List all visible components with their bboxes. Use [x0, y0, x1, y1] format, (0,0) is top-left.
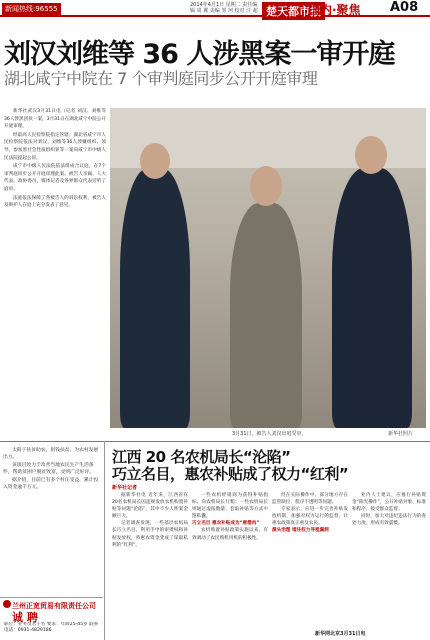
- ad-body-text: 职位：业务员若干名 要求：年龄25-45岁 联系电话：0931-4829186: [4, 622, 99, 633]
- photo-head-defendant: [250, 166, 282, 206]
- news-hotline: 新闻热线:96555: [2, 3, 61, 15]
- sidebar-paragraph: 该项目致力于改善当地农民生产生活条件，帮助贫困户脱贫致富，受到广泛好评。: [3, 462, 95, 476]
- second-story-column-1: [112, 492, 188, 640]
- lead-paragraph: 咸宁市中级人民法院依法组成合议庭，在7个审判庭同步公开开庭审理此案。被告人亲属、人大代表、政协委员、媒体记者及各界群众代表旁听了庭审。: [4, 164, 106, 192]
- article-paragraph: 据新华社电 近年来，江西省有20名农机局长因违规发放农机购置补贴等问题“沦陷”，其中不少人涉案金额巨大。: [112, 493, 188, 520]
- ad-company-name: 兰州正宽贸易有限责任公司: [12, 602, 96, 610]
- main-headline: 刘汉刘维等 36 人涉黑案一审开庭: [4, 39, 395, 70]
- article-paragraph: 业内人士建议，应推行补贴资金“阳光操作”，公开补贴对象、标准和程序，接受群众监督。: [352, 493, 426, 513]
- second-story-column-4: [352, 492, 426, 628]
- second-story-column-2: [192, 492, 268, 640]
- article-paragraph: 农机购置补贴政策实施以来，有效调动了农民购机用机的积极性。: [192, 528, 268, 541]
- main-subhead: 湖北咸宁中院在 7 个审判庭同步公开开庭审理: [4, 69, 318, 88]
- lead-paragraph: 法庭依法保障了各被告人的诉讼权利，被告人及辩护人在庭上充分发表了意见。: [4, 195, 106, 209]
- ad-headline: 诚 聘: [12, 611, 38, 624]
- article-paragraph: 专家表示，应进一步完善补贴发放机制，加强对权力运行的监督，让惠农政策真正惠及农民。: [272, 507, 348, 527]
- page-number: A08: [390, 0, 419, 15]
- newspaper-logo: 楚天都市报: [262, 2, 325, 20]
- masthead: [0, 0, 430, 17]
- second-byline: 新华社记者: [112, 485, 138, 491]
- article-paragraph: 同时，加大对违纪违法行为的查处力度，形成有效震慑。: [352, 514, 426, 527]
- second-headline-line2: 巧立名目，惠农补贴成了权力“红利”: [112, 465, 349, 483]
- lead-paragraph: 新华社武汉3月31日电（记者 刘汉、刘维等36人涉黑团伙一案，3月31日在湖北咸宁中院公开开庭审理。: [4, 109, 106, 130]
- photo-caption: 3月31日，被告人刘汉出庭受审。: [232, 431, 307, 437]
- photo-person-left: [120, 168, 190, 428]
- photo-head-right: [355, 136, 387, 174]
- courtroom-photo: [110, 108, 426, 428]
- issue-date: 2014年4月1日 星期二 责任编辑 周 翼 美编 邹 珂 校对 汪 超: [190, 2, 258, 14]
- article-paragraph: 一些农机经销商为获得补贴指标，向农机局长行贿；一些农机局长则通过虚报数量、套取补贴等方式中饱私囊。: [192, 493, 268, 520]
- article-footer: 新华网北京3月31日电: [315, 631, 366, 637]
- sidebar-paragraph: 太阳子扶贫助农，捐钱扶贫，为农村发展出力。: [3, 448, 99, 461]
- second-headline-line1: 江西 20 名农机局长“沦陷”: [112, 448, 291, 466]
- photo-credit: 新华社照片: [388, 431, 414, 437]
- photo-defendant: [230, 203, 302, 428]
- second-story-column-3: [272, 492, 348, 640]
- section-divider: [0, 441, 430, 442]
- photo-head-left: [140, 143, 170, 179]
- photo-person-right: [332, 168, 412, 428]
- column-divider: [104, 441, 105, 640]
- sidebar-article: [3, 447, 100, 597]
- section-title: 国内·聚焦: [308, 3, 361, 17]
- lead-article-column: [4, 108, 106, 438]
- article-subheading: 巧立名目 惠农补贴成为“唐僧肉”: [192, 521, 260, 527]
- company-logo-icon: [3, 600, 11, 608]
- article-paragraph: 但在实际操作中，部分地方存在监管缺位、程序不透明等问题。: [272, 493, 348, 506]
- lead-paragraph: 经最高人民检察院指定管辖，湖北省咸宁市人民检察院依法对刘汉、刘维等36人涉嫌组织、领导、参加黑社会性质组织罪等一案向咸宁市中级人民法院提起公诉。: [4, 132, 106, 161]
- sidebar-paragraph: 据介绍，目前已有多个村庄受益，累计投入资金逾千万元。: [3, 477, 99, 491]
- article-paragraph: 记者调查发现，一些基层农机局长巧立名目，利用手中的审批权和补贴发放权，将惠农资金变成了谋取私利的“红利”。: [112, 521, 188, 548]
- article-subheading: 源头治理 堵住权力寻租漏洞: [272, 528, 329, 534]
